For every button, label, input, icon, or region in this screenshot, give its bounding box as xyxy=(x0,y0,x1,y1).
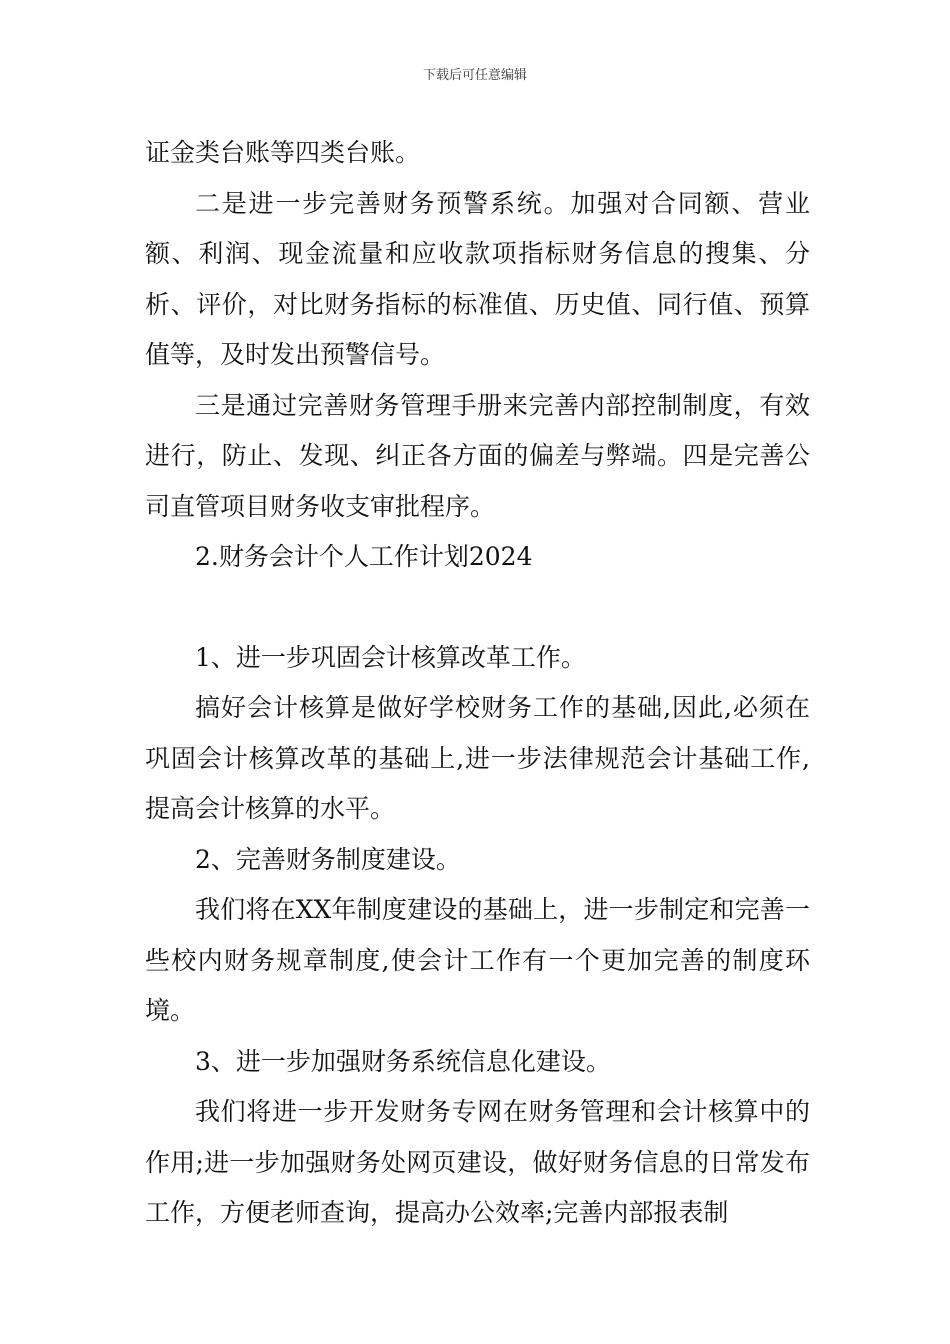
page-header: 下载后可任意编辑 xyxy=(422,68,527,83)
item-heading-3: 3、进一步加强财务系统信息化建设。 xyxy=(195,1046,611,1076)
item-heading-1: 1、进一步巩固会计核算改革工作。 xyxy=(195,642,586,672)
document-body xyxy=(145,128,810,1239)
paragraph-internal-control: 三是通过完善财务管理手册来完善内部控制制度，有效进行，防止、发现、纠正各方面的偏差与弊端。四是完善公司直管项目财务收支审批程序。 xyxy=(145,390,810,521)
item-body-2: 我们将在XX年制度建设的基础上，进一步制定和完善一些校内财务规章制度,使会计工作有一个更加完善的制度环境。 xyxy=(145,895,810,1025)
item-heading-2: 2、完善财务制度建设。 xyxy=(195,844,461,874)
blank-line xyxy=(145,583,810,633)
item-body-3: 我们将进一步开发财务专网在财务管理和会计核算中的作用;进一步加强财务处网页建设，做好财务信息的日常发布工作，方便老师查询，提高办公效率;完善内部报表制 xyxy=(145,1097,810,1227)
paragraph-continuation: 证金类台账等四类台账。 xyxy=(145,138,421,167)
item-body-1: 搞好会计核算是做好学校财务工作的基础,因此,必须在巩固会计核算改革的基础上,进一步法律规范会计基础工作,提高会计核算的水平。 xyxy=(145,693,810,823)
section-heading: 2.财务会计个人工作计划2024 xyxy=(195,542,533,571)
paragraph-warning-system: 二是进一步完善财务预警系统。加强对合同额、营业额、利润、现金流量和应收款项指标财务信息的搜集、分析、评价，对比财务指标的标准值、历史值、同行值、预算值等，及时发出预警信号。 xyxy=(145,188,810,369)
